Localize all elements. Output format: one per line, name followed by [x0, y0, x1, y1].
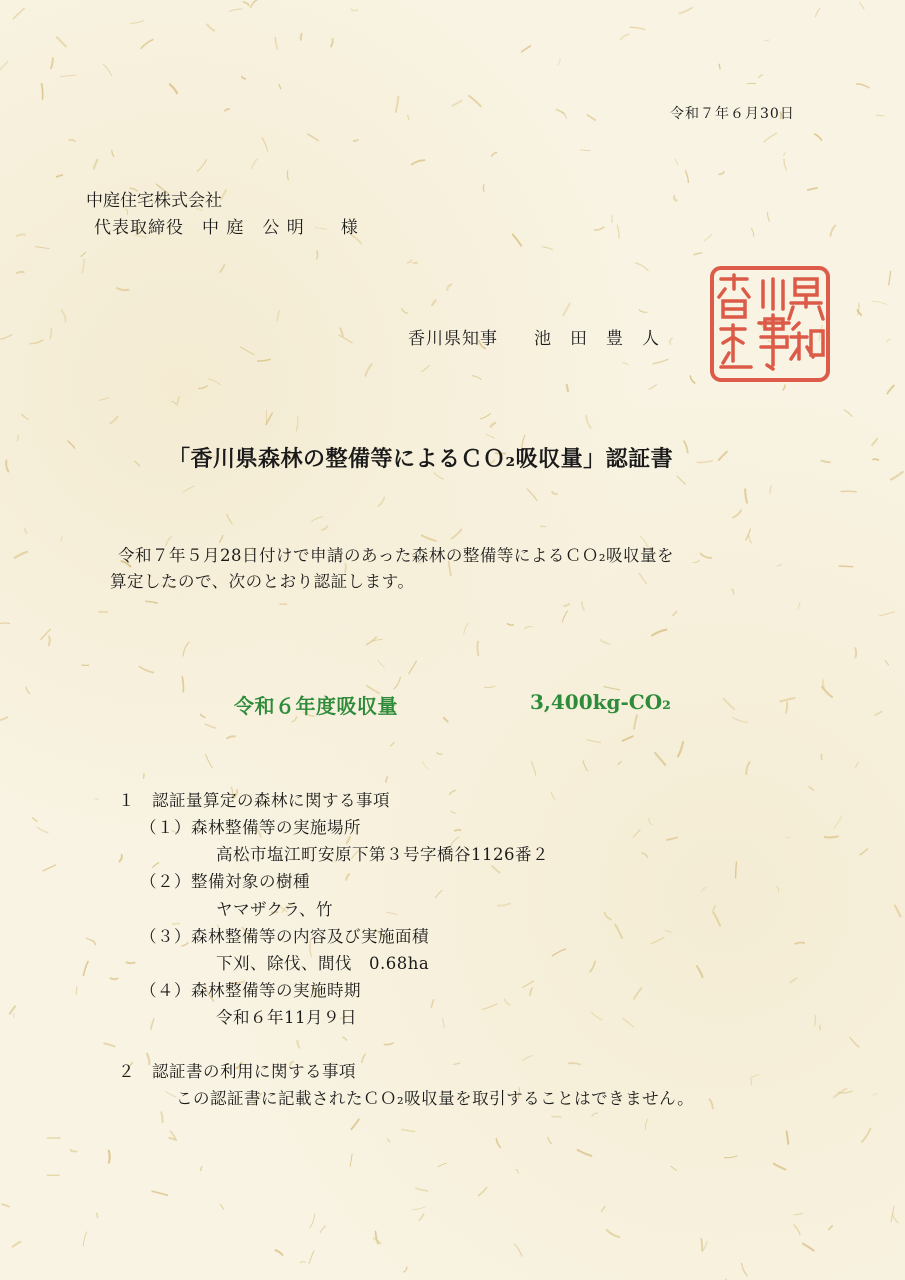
section-2-heading: ２ 認証書の利用に関する事項 [118, 1062, 356, 1081]
official-seal [707, 263, 833, 385]
recipient-representative: 代表取締役 中 庭 公 明 様 [94, 218, 359, 238]
section-1-item-4-value: 令和６年11月９日 [216, 1008, 357, 1027]
recipient-company: 中庭住宅株式会社 [86, 191, 222, 211]
absorption-amount-value: 3,400kg-CO₂ [530, 690, 671, 714]
issuer-name: 香川県知事 池 田 豊 人 [408, 329, 660, 349]
body-text-line-1: 令和７年５月28日付けで申請のあった森林の整備等によるＣＯ₂吸収量を [118, 546, 674, 565]
certificate-title: 「香川県森林の整備等によるＣＯ₂吸収量」認証書 [168, 446, 674, 472]
section-1-item-2-label: （２）整備対象の樹種 [140, 872, 310, 891]
section-2-text: この認証書に記載されたＣＯ₂吸収量を取引することはできません。 [176, 1089, 695, 1108]
section-1-item-4-label: （４）森林整備等の実施時期 [140, 981, 361, 1000]
section-1-item-3-label: （３）森林整備等の内容及び実施面積 [140, 927, 429, 946]
body-text-line-2: 算定したので、次のとおり認証します。 [110, 572, 415, 591]
section-1-heading: １ 認証量算定の森林に関する事項 [118, 791, 390, 810]
section-1-item-1-value: 高松市塩江町安原下第３号字橋谷1126番２ [216, 845, 549, 864]
issue-date: 令和７年６月30日 [670, 106, 795, 122]
absorption-amount-label: 令和６年度吸収量 [234, 694, 398, 718]
section-1-item-2-value: ヤマザクラ、竹 [216, 900, 334, 919]
section-1-item-1-label: （１）森林整備等の実施場所 [140, 818, 361, 837]
section-1-item-3-value: 下刈、除伐、間伐 0.68ha [216, 954, 430, 973]
